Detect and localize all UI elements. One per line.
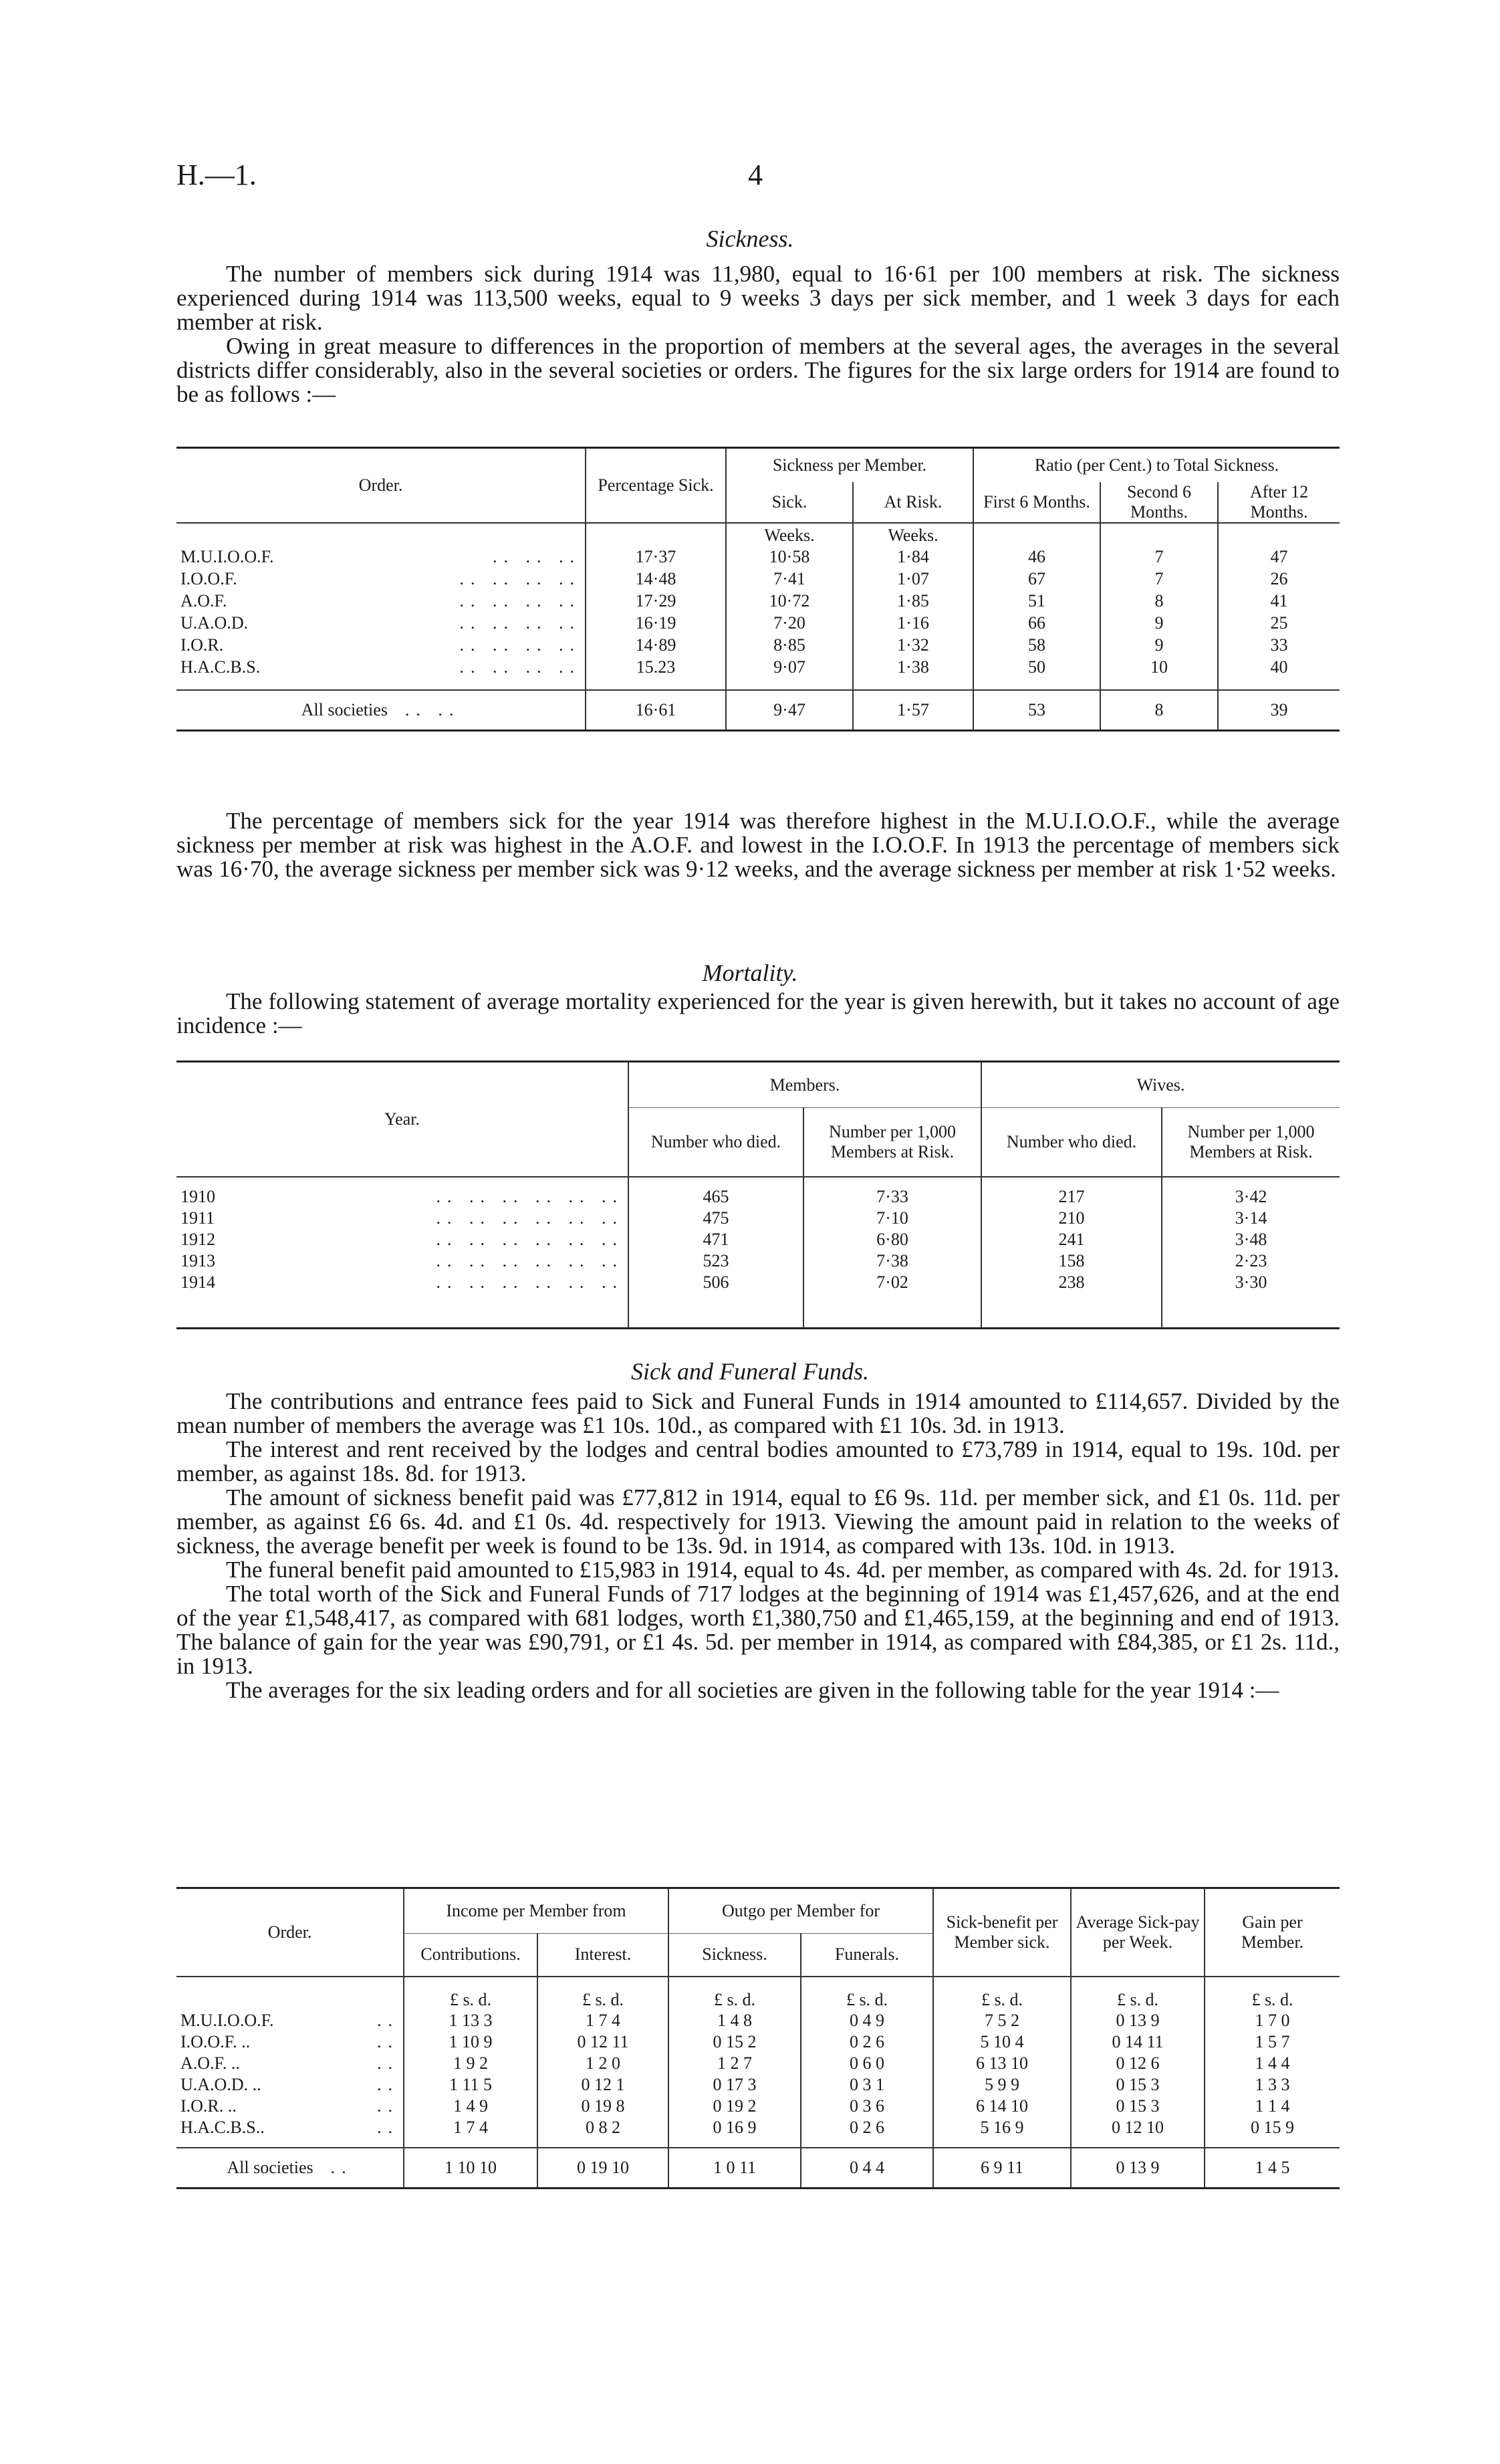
weekly-sick-pay: 0 15 3 xyxy=(1071,2074,1205,2096)
order-name: I.O.R. .. .. xyxy=(180,2096,399,2116)
after-12-months: 47 xyxy=(1218,546,1340,568)
contributions: 1 7 4 xyxy=(404,2117,537,2138)
currency-unit-label: £ s. d. xyxy=(668,1977,801,2010)
members-died: 465 xyxy=(628,1186,803,1208)
currency-unit-label: £ s. d. xyxy=(537,1977,668,2010)
after-12-months: 25 xyxy=(1218,612,1340,634)
sick-weeks: 9·07 xyxy=(726,656,853,678)
wives-rate-header: Number per 1,000 Members at Risk. xyxy=(1162,1108,1340,1177)
after-12-months: 26 xyxy=(1218,568,1340,590)
weeks-unit: Weeks. xyxy=(853,523,973,546)
members-rate: 7·02 xyxy=(803,1272,981,1293)
interest: 0 8 2 xyxy=(537,2117,668,2138)
percentage-sick: 14·48 xyxy=(586,568,726,590)
wives-rate: 3·48 xyxy=(1162,1229,1340,1250)
mortality-table xyxy=(176,1060,1340,1329)
wives-rate: 3·14 xyxy=(1162,1208,1340,1229)
order-name: A.O.F. .. .. xyxy=(180,2053,399,2073)
funerals-outgo: 0 3 6 xyxy=(801,2096,933,2117)
gain-header: Gain per Member. xyxy=(1205,1888,1340,1977)
paragraph: The contributions and entrance fees paid to Sick and Funeral Funds in 1914 amounted to £114,657. Divided by the mean number of members the average was £1 10s. 10d., as compared with £1 10s. 3d. in 1913. xyxy=(176,1388,1340,1438)
sick-weeks: 10·58 xyxy=(726,546,853,568)
percentage-sick: 14·89 xyxy=(586,634,726,656)
contributions: 1 10 9 xyxy=(404,2031,537,2053)
sick-weeks: 8·85 xyxy=(726,634,853,656)
sickness-outgo: 1 4 8 xyxy=(668,2010,801,2031)
table-total-row xyxy=(176,2148,1340,2188)
total-contributions: 1 10 10 xyxy=(404,2148,537,2188)
sick-benefit: 6 13 10 xyxy=(933,2053,1071,2074)
paragraph: The funeral benefit paid amounted to £15,983 in 1914, equal to 4s. 4d. per member, as compared with 4s. 2d. for 1913. xyxy=(226,1557,1340,1583)
weekly-sick-pay: 0 15 3 xyxy=(1071,2096,1205,2117)
ratio-header: Ratio (per Cent.) to Total Sickness. xyxy=(973,448,1340,483)
weekly-sick-pay: 0 12 6 xyxy=(1071,2053,1205,2074)
wives-died: 238 xyxy=(981,1272,1162,1293)
total-after: 39 xyxy=(1218,690,1340,730)
first-6-months: 67 xyxy=(973,568,1100,590)
total-label: All societies .. .. xyxy=(176,690,586,730)
contributions-header: Contributions. xyxy=(404,1933,537,1977)
table-row xyxy=(176,568,1340,590)
after-12-months: 33 xyxy=(1218,634,1340,656)
year: 1914 .. .. .. .. .. .. xyxy=(180,1272,624,1292)
second-6-months: 9 xyxy=(1100,634,1218,656)
table-row xyxy=(176,1208,1340,1229)
weekly-sick-pay: 0 14 11 xyxy=(1071,2031,1205,2053)
sickness-outgo: 0 17 3 xyxy=(668,2074,801,2096)
table-row xyxy=(176,656,1340,678)
members-died: 475 xyxy=(628,1208,803,1229)
interest: 0 12 11 xyxy=(537,2031,668,2053)
total-sick-benefit: 6 9 11 xyxy=(933,2148,1071,2188)
sickness-heading: Sickness. xyxy=(706,225,794,252)
sick-benefit: 7 5 2 xyxy=(933,2010,1071,2031)
gain: 1 4 4 xyxy=(1205,2053,1340,2074)
first-6-months: 66 xyxy=(973,612,1100,634)
wives-died: 158 xyxy=(981,1250,1162,1272)
sickness-per-member-header: Sickness per Member. xyxy=(726,448,973,483)
percentage-sick: 16·19 xyxy=(586,612,726,634)
order-name: U.A.O.D. .. .. xyxy=(180,2075,399,2094)
at-risk-weeks: 1·32 xyxy=(853,634,973,656)
table-row xyxy=(176,634,1340,656)
wives-rate: 3·30 xyxy=(1162,1272,1340,1293)
table-row xyxy=(176,2074,1340,2096)
at-risk-weeks: 1·07 xyxy=(853,568,973,590)
table-row xyxy=(176,590,1340,612)
contributions: 1 4 9 xyxy=(404,2096,537,2117)
total-sick: 9·47 xyxy=(726,690,853,730)
document-reference: H.—1. xyxy=(176,158,257,191)
first-6-months-header: First 6 Months. xyxy=(973,482,1100,523)
second-6-months: 7 xyxy=(1100,568,1218,590)
sickness-outgo: 0 15 2 xyxy=(668,2031,801,2053)
order-header: Order. xyxy=(176,1888,404,1977)
table-row xyxy=(176,1229,1340,1250)
gain: 1 1 4 xyxy=(1205,2096,1340,2117)
sickness-outgo: 1 2 7 xyxy=(668,2053,801,2074)
members-died: 506 xyxy=(628,1272,803,1293)
order-name: I.O.O.F. .. .. .. .. xyxy=(180,568,581,588)
after-12-months: 40 xyxy=(1218,656,1340,678)
mortality-heading: Mortality. xyxy=(702,960,798,986)
total-sickness: 1 0 11 xyxy=(668,2148,801,2188)
funerals-header: Funerals. xyxy=(801,1933,933,1977)
funerals-outgo: 0 2 6 xyxy=(801,2031,933,2053)
total-label: All societies .. xyxy=(176,2148,404,2188)
table-row xyxy=(176,1186,1340,1208)
sick-benefit: 6 14 10 xyxy=(933,2096,1071,2117)
members-died-header: Number who died. xyxy=(628,1108,803,1177)
sick-benefit: 5 16 9 xyxy=(933,2117,1071,2138)
second-6-months: 9 xyxy=(1100,612,1218,634)
table-row xyxy=(176,612,1340,634)
paragraph: The following statement of average mortality experienced for the year is given herewith, but it takes no account of age incidence :— xyxy=(176,988,1340,1038)
sick-weeks: 7·41 xyxy=(726,568,853,590)
first-6-months: 58 xyxy=(973,634,1100,656)
total-gain: 1 4 5 xyxy=(1205,2148,1340,2188)
funerals-outgo: 0 3 1 xyxy=(801,2074,933,2096)
table-row xyxy=(176,2053,1340,2074)
wives-died: 210 xyxy=(981,1208,1162,1229)
sickness-intro xyxy=(176,262,1340,407)
second-6-months: 7 xyxy=(1100,546,1218,568)
currency-unit-label: £ s. d. xyxy=(933,1977,1071,2010)
total-first: 53 xyxy=(973,690,1100,730)
at-risk-weeks: 1·85 xyxy=(853,590,973,612)
sickness-summary xyxy=(176,809,1340,881)
wives-died: 241 xyxy=(981,1229,1162,1250)
gain: 1 7 0 xyxy=(1205,2010,1340,2031)
weekly-sick-pay: 0 12 10 xyxy=(1071,2117,1205,2138)
at-risk-weeks: 1·38 xyxy=(853,656,973,678)
first-6-months: 51 xyxy=(973,590,1100,612)
income-header: Income per Member from xyxy=(404,1888,668,1934)
members-rate-header: Number per 1,000 Members at Risk. xyxy=(803,1108,981,1177)
weeks-unit: Weeks. xyxy=(726,523,853,546)
sick-benefit: 5 10 4 xyxy=(933,2031,1071,2053)
second-6-months: 8 xyxy=(1100,590,1218,612)
wives-died-header: Number who died. xyxy=(981,1108,1162,1177)
percentage-sick: 17·37 xyxy=(586,546,726,568)
currency-unit-label: £ s. d. xyxy=(1071,1977,1205,2010)
total-weekly-pay: 0 13 9 xyxy=(1071,2148,1205,2188)
gain: 1 5 7 xyxy=(1205,2031,1340,2053)
table-row xyxy=(176,2031,1340,2053)
funerals-outgo: 0 6 0 xyxy=(801,2053,933,2074)
total-second: 8 xyxy=(1100,690,1218,730)
currency-unit-label: £ s. d. xyxy=(404,1977,537,2010)
order-name: H.A.C.B.S.. .. xyxy=(180,2118,399,2137)
order-name: M.U.I.O.O.F. .. .. .. xyxy=(180,546,581,566)
sick-benefit-header: Sick-benefit per Member sick. xyxy=(933,1888,1071,1977)
gain: 0 15 9 xyxy=(1205,2117,1340,2138)
sickness-table xyxy=(176,447,1340,732)
mortality-intro xyxy=(176,990,1340,1038)
order-header: Order. xyxy=(176,448,586,524)
weekly-sick-pay: 0 13 9 xyxy=(1071,2010,1205,2031)
members-rate: 7·38 xyxy=(803,1250,981,1272)
members-rate: 6·80 xyxy=(803,1229,981,1250)
funds-heading: Sick and Funeral Funds. xyxy=(631,1358,869,1385)
sick-header: Sick. xyxy=(726,482,853,523)
at-risk-weeks: 1·84 xyxy=(853,546,973,568)
wives-rate: 2·23 xyxy=(1162,1250,1340,1272)
first-6-months: 50 xyxy=(973,656,1100,678)
table-row xyxy=(176,1272,1340,1293)
interest: 0 19 8 xyxy=(537,2096,668,2117)
page-number: 4 xyxy=(748,158,763,191)
paragraph: The interest and rent received by the lodges and central bodies amounted to £73,789 in 1914, equal to 19s. 10d. per member, as against 18s. 8d. for 1913. xyxy=(176,1436,1340,1486)
year: 1910 .. .. .. .. .. .. xyxy=(180,1187,624,1206)
order-name: A.O.F. .. .. .. .. xyxy=(180,590,581,610)
paragraph: Owing in great measure to differences in the proportion of members at the several ages, the averages in the several districts differ considerably, also in the several societies or orders. The figures for the six large orders for 1914 are found to be as follows :— xyxy=(176,333,1340,407)
order-name: H.A.C.B.S. .. .. .. .. xyxy=(180,657,581,677)
paragraph: The averages for the six leading orders and for all societies are given in the following table for the year 1914 :— xyxy=(226,1677,1279,1703)
percentage-sick-header: Percentage Sick. xyxy=(586,448,726,524)
total-interest: 0 19 10 xyxy=(537,2148,668,2188)
wives-header: Wives. xyxy=(981,1062,1340,1108)
contributions: 1 9 2 xyxy=(404,2053,537,2074)
at-risk-header: At Risk. xyxy=(853,482,973,523)
members-died: 471 xyxy=(628,1229,803,1250)
members-died: 523 xyxy=(628,1250,803,1272)
interest: 0 12 1 xyxy=(537,2074,668,2096)
order-name: I.O.O.F. .. .. xyxy=(180,2032,399,2051)
first-6-months: 46 xyxy=(973,546,1100,568)
sick-benefit: 5 9 9 xyxy=(933,2074,1071,2096)
interest: 1 7 4 xyxy=(537,2010,668,2031)
order-name: U.A.O.D. .. .. .. .. xyxy=(180,612,581,633)
order-name: M.U.I.O.O.F. .. xyxy=(180,2011,399,2030)
members-rate: 7·33 xyxy=(803,1186,981,1208)
currency-unit-label: £ s. d. xyxy=(801,1977,933,2010)
table-row xyxy=(176,546,1340,568)
after-12-months: 41 xyxy=(1218,590,1340,612)
members-header: Members. xyxy=(628,1062,981,1108)
after-12-months-header: After 12 Months. xyxy=(1218,482,1340,523)
sickness-outgo: 0 19 2 xyxy=(668,2096,801,2117)
paragraph: The percentage of members sick for the year 1914 was therefore highest in the M.U.I.O.O.F., while the average sickness per member at risk was highest in the A.O.F. and lowest in the I.O.O.F. In 1913 the percentage of members sick was 16·70, the average sickness per member sick was 9·12 weeks, and the average sickness per member at risk 1·52 weeks. xyxy=(176,808,1340,882)
paragraph: The total worth of the Sick and Funeral Funds of 717 lodges at the beginning of 1914 was £1,457,626, and at the end of the year £1,548,417, as compared with 681 lodges, worth £1,380,750 and £1,465,159, at the beginning and end of 1913. The balance of gain for the year was £90,791, or £1 4s. 5d. per member in 1914, as compared with £84,385, or £1 2s. 11d., in 1913. xyxy=(176,1581,1340,1679)
at-risk-weeks: 1·16 xyxy=(853,612,973,634)
second-6-months-header: Second 6 Months. xyxy=(1100,482,1218,523)
interest: 1 2 0 xyxy=(537,2053,668,2074)
percentage-sick: 17·29 xyxy=(586,590,726,612)
table-total-row xyxy=(176,690,1340,730)
table-row xyxy=(176,1250,1340,1272)
table-row xyxy=(176,2010,1340,2031)
interest-header: Interest. xyxy=(537,1933,668,1977)
contributions: 1 11 5 xyxy=(404,2074,537,2096)
wives-died: 217 xyxy=(981,1186,1162,1208)
sick-weeks: 10·72 xyxy=(726,590,853,612)
order-name: I.O.R. .. .. .. .. xyxy=(180,635,581,655)
funds-table xyxy=(176,1887,1340,2189)
members-rate: 7·10 xyxy=(803,1208,981,1229)
paragraph: The number of members sick during 1914 was 11,980, equal to 16·61 per 100 members at risk. The sickness experienced during 1914 was 113,500 weeks, equal to 9 weeks 3 days per sick member, and 1 week 3 days for each member at risk. xyxy=(176,261,1340,335)
funds-text xyxy=(176,1389,1340,1702)
contributions: 1 13 3 xyxy=(404,2010,537,2031)
sickness-header: Sickness. xyxy=(668,1933,801,1977)
wives-rate: 3·42 xyxy=(1162,1186,1340,1208)
outgo-header: Outgo per Member for xyxy=(668,1888,933,1934)
table-row xyxy=(176,2117,1340,2138)
percentage-sick: 15.23 xyxy=(586,656,726,678)
funerals-outgo: 0 4 9 xyxy=(801,2010,933,2031)
gain: 1 3 3 xyxy=(1205,2074,1340,2096)
year-header: Year. xyxy=(176,1062,628,1178)
total-funerals: 0 4 4 xyxy=(801,2148,933,2188)
currency-unit-label: £ s. d. xyxy=(1205,1977,1340,2010)
sick-weeks: 7·20 xyxy=(726,612,853,634)
sickness-outgo: 0 16 9 xyxy=(668,2117,801,2138)
total-at-risk: 1·57 xyxy=(853,690,973,730)
year: 1912 .. .. .. .. .. .. xyxy=(180,1230,624,1249)
total-percentage: 16·61 xyxy=(586,690,726,730)
second-6-months: 10 xyxy=(1100,656,1218,678)
year: 1911 .. .. .. .. .. .. xyxy=(180,1208,624,1228)
paragraph: The amount of sickness benefit paid was £77,812 in 1914, equal to £6 9s. 11d. per member sick, and £1 0s. 11d. per member, as against £6 6s. 4d. and £1 0s. 4d. respectively for 1913. Viewing the amount paid in relation to the weeks of sickness, the average benefit per week is found to be 13s. 9d. in 1914, as compared with 13s. 10d. in 1913. xyxy=(176,1484,1340,1559)
table-row xyxy=(176,2096,1340,2117)
funerals-outgo: 0 2 6 xyxy=(801,2117,933,2138)
year: 1913 .. .. .. .. .. .. xyxy=(180,1251,624,1270)
avg-sick-pay-header: Average Sick-pay per Week. xyxy=(1071,1888,1205,1977)
